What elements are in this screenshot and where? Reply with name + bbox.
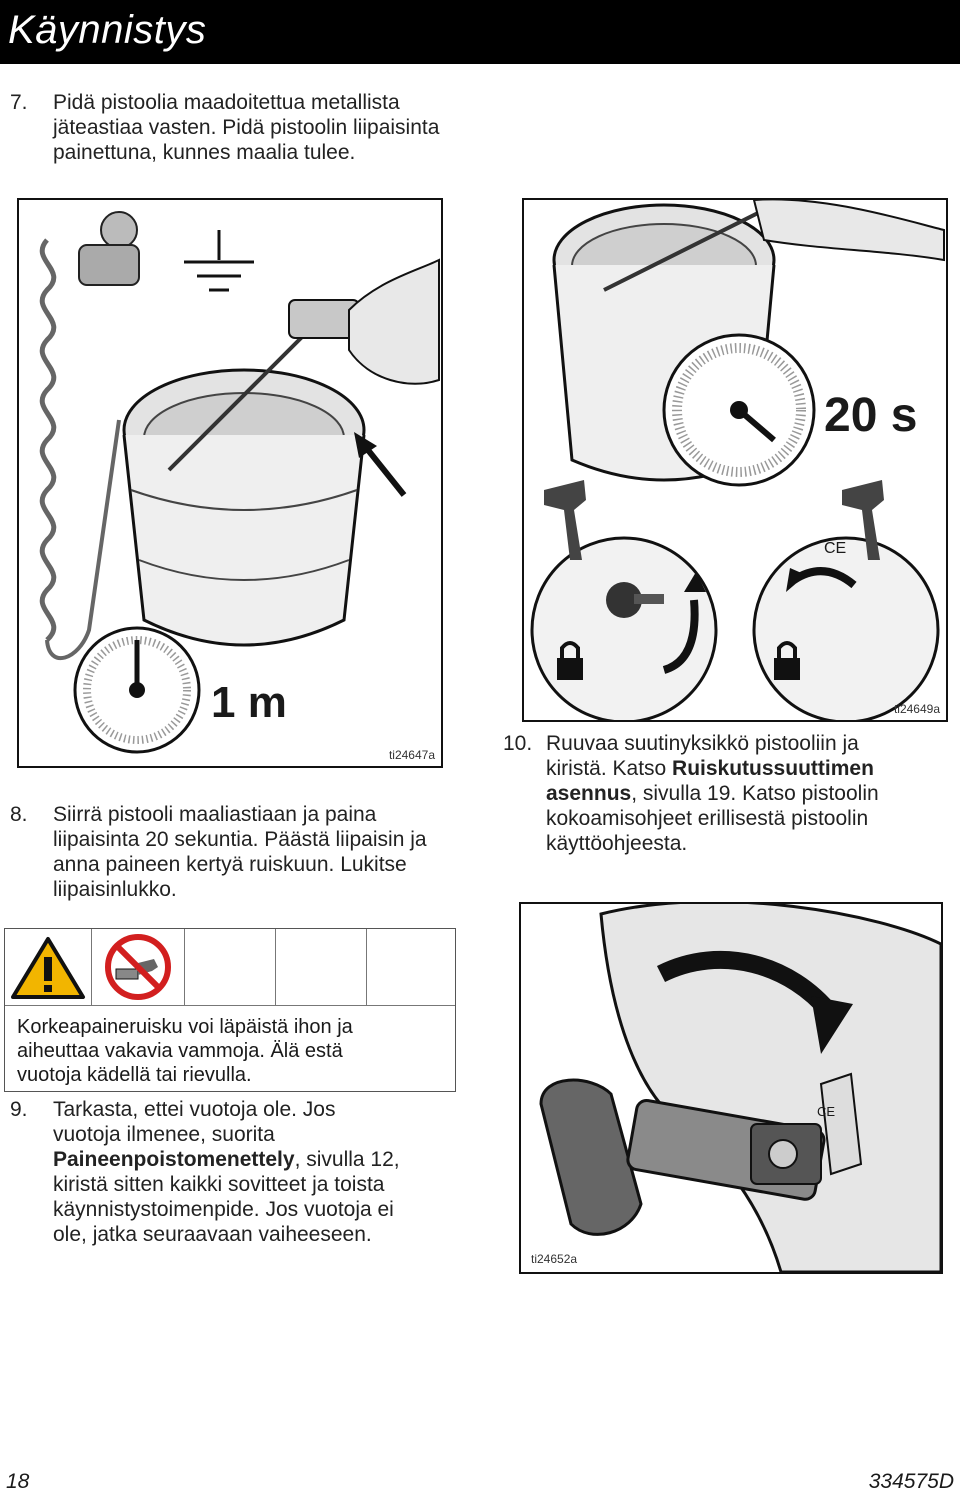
step-line-text: , sivulla 19. Katso pistoolin bbox=[631, 782, 879, 805]
cross-reference[interactable]: Ruiskutussuuttimen bbox=[672, 757, 874, 780]
step-line: painettuna, kunnes maalia tulee. bbox=[53, 141, 356, 164]
step-line bbox=[546, 781, 879, 806]
warning-icon-cell bbox=[276, 929, 367, 1006]
warning-icon-cell bbox=[5, 929, 92, 1006]
warning-line: aiheuttaa vakavia vammoja. Älä estä bbox=[17, 1040, 343, 1062]
warning-icon-cell bbox=[185, 929, 276, 1006]
timer-label: 1 m bbox=[211, 678, 287, 727]
step-line: jäteastiaa vasten. Pidä pistoolin liipaisinta bbox=[53, 116, 440, 139]
ce-mark: CE bbox=[824, 540, 847, 557]
step-7 bbox=[10, 90, 470, 170]
warning-triangle-icon bbox=[5, 929, 91, 1005]
figure-id: ti24649a bbox=[893, 702, 940, 716]
step-8 bbox=[10, 802, 470, 912]
warning-text bbox=[17, 1015, 447, 1087]
page-header bbox=[0, 0, 960, 64]
step-line: Tarkasta, ettei vuotoja ole. Jos bbox=[53, 1098, 336, 1121]
step-number: 8. bbox=[10, 803, 28, 826]
step-10 bbox=[503, 731, 953, 861]
cross-reference[interactable]: asennus bbox=[546, 782, 632, 805]
step-line-text: , sivulla 12, bbox=[294, 1148, 400, 1171]
step-line: vuotoja ilmenee, suorita bbox=[53, 1123, 275, 1146]
step-line: kokoamisohjeet erillisestä pistoolin bbox=[546, 807, 869, 830]
step-line bbox=[53, 1147, 400, 1172]
step-line: Pidä pistoolia maadoitettua metallista bbox=[53, 91, 400, 114]
step-line: anna paineen kertyä ruiskuun. Lukitse bbox=[53, 853, 407, 876]
step-line: kiristä sitten kaikki sovitteet ja toista bbox=[53, 1173, 385, 1196]
step-number: 7. bbox=[10, 91, 28, 114]
step-line-text: kiristä. Katso bbox=[546, 757, 673, 780]
step-text bbox=[53, 802, 427, 902]
document-number: 334575D bbox=[868, 1470, 954, 1493]
step-line bbox=[546, 756, 879, 781]
figure-tighten-tip bbox=[519, 902, 943, 1274]
illustration-trigger-lock bbox=[524, 200, 946, 720]
step-number: 10. bbox=[503, 732, 533, 755]
step-line: Ruuvaa suutinyksikkö pistooliin ja bbox=[546, 732, 859, 755]
warning-box bbox=[4, 928, 456, 1092]
step-text bbox=[53, 1097, 400, 1247]
step-text bbox=[546, 731, 879, 856]
step-line: liipaisinlukko. bbox=[53, 878, 177, 901]
warning-line: vuotoja kädellä tai rievulla. bbox=[17, 1064, 252, 1086]
warning-icon-cell bbox=[367, 929, 455, 1006]
illustration-tighten-tip bbox=[521, 904, 941, 1272]
step-line: liipaisinta 20 sekuntia. Päästä liipaisin ja bbox=[53, 828, 427, 851]
page-number: 18 bbox=[6, 1470, 30, 1493]
section-title: Käynnistys bbox=[8, 8, 207, 52]
step-line: käynnistystoimenpide. Jos vuotoja ei bbox=[53, 1198, 394, 1221]
step-number: 9. bbox=[10, 1098, 28, 1121]
cross-reference[interactable]: Paineenpoistomenettely bbox=[53, 1148, 295, 1171]
step-line: käyttöohjeesta. bbox=[546, 832, 688, 855]
timer-label: 20 s bbox=[824, 389, 918, 442]
figure-id: ti24652a bbox=[531, 1252, 578, 1266]
step-line: Siirrä pistooli maaliastiaan ja paina bbox=[53, 803, 377, 826]
ce-mark: CE bbox=[817, 1104, 836, 1119]
figure-ground-flush bbox=[17, 198, 443, 768]
warning-icon-cell bbox=[92, 929, 185, 1006]
warning-line: Korkeapaineruisku voi läpäistä ihon ja bbox=[17, 1016, 353, 1038]
step-line: ole, jatka seuraavaan vaiheeseen. bbox=[53, 1223, 372, 1246]
figure-id: ti24647a bbox=[388, 748, 435, 762]
step-text bbox=[53, 90, 439, 165]
figure-trigger-lock bbox=[522, 198, 948, 722]
step-9 bbox=[10, 1097, 480, 1257]
no-hand-injection-icon bbox=[92, 929, 184, 1005]
